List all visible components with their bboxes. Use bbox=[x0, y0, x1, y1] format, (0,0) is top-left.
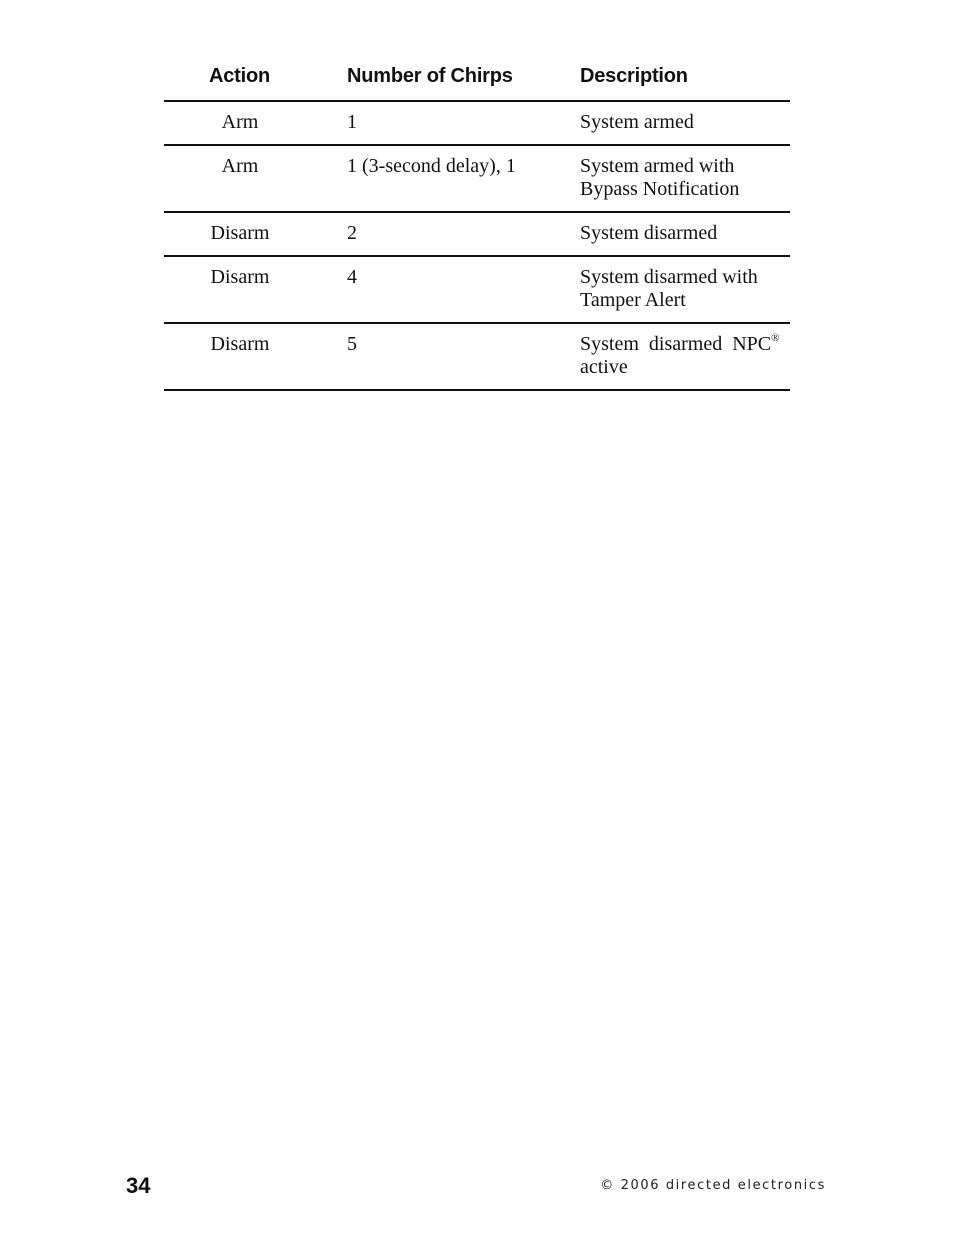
cell-chirps: 1 (3-second delay), 1 bbox=[347, 155, 516, 177]
description-line: Bypass Notification bbox=[580, 178, 740, 200]
header-description: Description bbox=[580, 65, 688, 87]
cell-description bbox=[580, 333, 795, 379]
header-action: Action bbox=[209, 65, 271, 87]
cell-chirps: 2 bbox=[347, 222, 357, 244]
cell-chirps: 4 bbox=[347, 266, 357, 288]
table-row bbox=[164, 213, 790, 257]
cell-description bbox=[580, 155, 795, 201]
header-number-of-chirps: Number of Chirps bbox=[347, 65, 513, 87]
table-header-row bbox=[164, 62, 790, 102]
registered-mark: ® bbox=[771, 332, 780, 344]
table-row bbox=[164, 324, 790, 391]
table-row bbox=[164, 102, 790, 146]
cell-chirps: 1 bbox=[347, 111, 357, 133]
description-line: active bbox=[580, 356, 628, 378]
description-line: Tamper Alert bbox=[580, 289, 686, 311]
copyright-footer: © 2006 directed electronics bbox=[600, 1178, 826, 1193]
table-row bbox=[164, 146, 790, 213]
cell-action: Disarm bbox=[210, 222, 270, 244]
table-row bbox=[164, 257, 790, 324]
cell-description: System armed bbox=[580, 111, 694, 133]
description-line: System armed with bbox=[580, 155, 735, 177]
description-line bbox=[580, 333, 795, 356]
cell-action: Disarm bbox=[210, 333, 270, 355]
cell-action: Disarm bbox=[210, 266, 270, 288]
cell-chirps: 5 bbox=[347, 333, 357, 355]
page-number: 34 bbox=[126, 1173, 151, 1198]
chirp-table bbox=[164, 62, 790, 391]
description-line: System disarmed with bbox=[580, 266, 758, 288]
description-text: System disarmed NPC bbox=[580, 333, 772, 355]
cell-action: Arm bbox=[221, 155, 259, 177]
cell-action: Arm bbox=[221, 111, 259, 133]
cell-description: System disarmed bbox=[580, 222, 718, 244]
cell-description bbox=[580, 266, 795, 312]
